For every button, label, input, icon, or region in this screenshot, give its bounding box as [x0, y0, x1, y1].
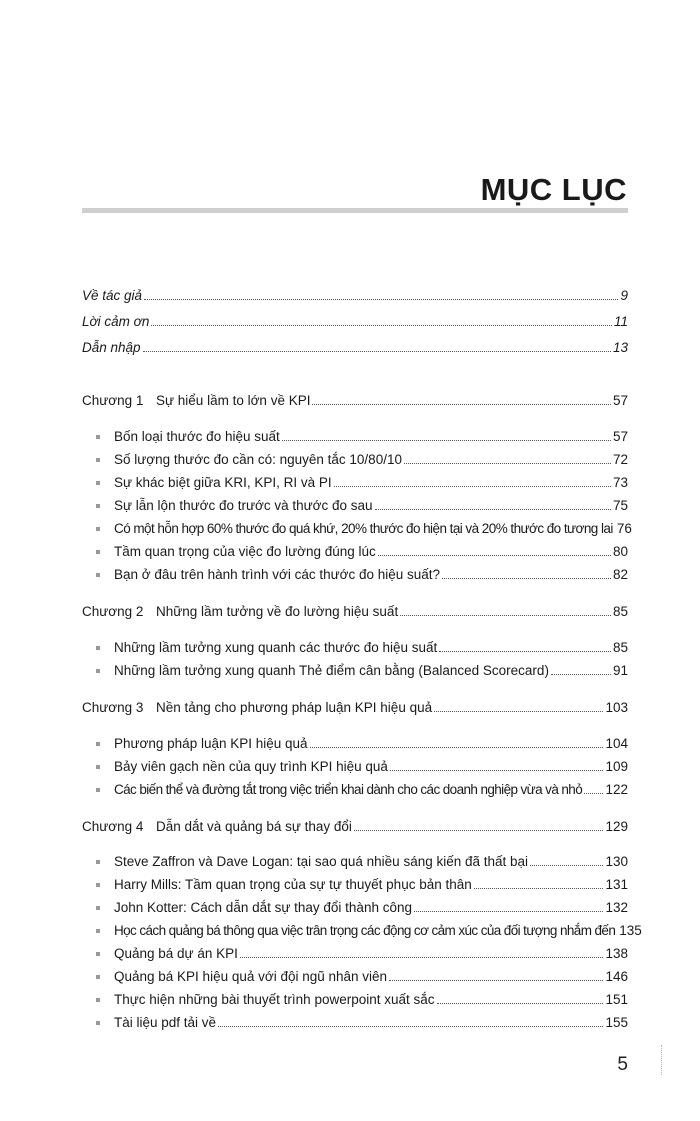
bullet-icon — [96, 640, 114, 656]
item-label: Quảng bá dự án KPI — [114, 946, 238, 961]
item-label: Phương pháp luận KPI hiệu quả — [114, 736, 308, 751]
page-edge — [661, 1045, 700, 1075]
toc-item[interactable] — [96, 757, 628, 775]
dot-leader — [143, 351, 611, 352]
item-label: Tài liệu pdf tải về — [114, 1015, 217, 1030]
chapter-title: Sự hiểu lầm to lớn về KPI — [156, 393, 311, 408]
chapter-title: Dẫn dắt và quảng bá sự thay đổi — [156, 819, 352, 834]
title-rule — [82, 208, 628, 213]
bullet-icon — [96, 1015, 114, 1031]
dot-leader — [389, 980, 603, 981]
dot-leader — [474, 888, 604, 889]
toc-item[interactable] — [96, 898, 628, 916]
dot-leader — [439, 651, 611, 652]
dot-leader — [404, 463, 611, 464]
toc-item[interactable] — [96, 734, 628, 752]
entry-label: Về tác giả — [82, 288, 143, 303]
bullet-icon — [96, 923, 114, 939]
entry-page: 13 — [612, 340, 628, 355]
item-page: 138 — [605, 946, 628, 961]
item-label: Quảng bá KPI hiệu quả với đội ngũ nhân viên — [114, 969, 388, 984]
bullet-icon — [96, 567, 114, 583]
toc-item[interactable] — [96, 473, 628, 491]
item-label: Học cách quảng bá thông qua việc trân trọng các động cơ cảm xúc của đối tượng nhắm đến — [114, 923, 616, 938]
chapter-number: Chương 4 — [82, 819, 144, 834]
toc-item[interactable] — [96, 427, 628, 445]
bullet-icon — [96, 663, 114, 679]
toc-entry-acknowledgements[interactable] — [82, 312, 628, 330]
item-label: Bốn loại thước đo hiệu suất — [114, 429, 280, 444]
toc-item[interactable] — [96, 990, 628, 1008]
bullet-icon — [96, 782, 114, 798]
page-title: MỤC LỤC — [480, 172, 627, 207]
item-page: 130 — [605, 854, 628, 869]
bullet-icon — [96, 854, 114, 870]
toc-item[interactable] — [96, 661, 628, 679]
toc-chapter-3[interactable] — [82, 698, 628, 716]
toc-item[interactable] — [96, 875, 628, 893]
dot-leader — [530, 865, 603, 866]
dot-leader — [551, 674, 611, 675]
bullet-icon — [96, 736, 114, 752]
item-page: 146 — [605, 969, 628, 984]
chapter-title: Những lầm tưởng về đo lường hiệu suất — [156, 604, 399, 619]
item-page: 91 — [612, 663, 628, 678]
item-page: 76 — [616, 521, 632, 536]
bullet-icon — [96, 900, 114, 916]
chapter-page: 85 — [612, 604, 628, 619]
bullet-icon — [96, 759, 114, 775]
toc-item[interactable] — [96, 967, 628, 985]
chapter-page: 57 — [612, 393, 628, 408]
item-label: Sự lẫn lộn thước đo trước và thước đo sau — [114, 498, 373, 513]
item-page: 122 — [605, 782, 628, 797]
item-page: 75 — [612, 498, 628, 513]
item-label: Các biến thể và đường tắt trong việc triển khai dành cho các doanh nghiệp vừa và nhỏ — [114, 782, 583, 797]
dot-leader — [334, 486, 611, 487]
item-label: Có một hỗn hợp 60% thước đo quá khứ, 20% thước đo hiện tại và 20% thước đo tương lai — [114, 521, 613, 536]
toc-item[interactable] — [96, 921, 642, 939]
toc-item[interactable] — [96, 496, 628, 514]
chapter-title: Nền tảng cho phương pháp luận KPI hiệu quả — [156, 700, 433, 715]
toc-item[interactable] — [96, 542, 628, 560]
dot-leader — [400, 615, 611, 616]
dot-leader — [218, 1026, 603, 1027]
entry-label: Dẫn nhập — [82, 340, 141, 355]
item-label: Những lầm tưởng xung quanh Thẻ điểm cân bằng (Balanced Scorecard) — [114, 663, 549, 678]
dot-leader — [144, 299, 618, 300]
item-page: 132 — [605, 900, 628, 915]
entry-page: 9 — [620, 288, 628, 303]
item-page: 85 — [612, 640, 628, 655]
toc-item[interactable] — [96, 1013, 628, 1031]
toc-item[interactable] — [96, 852, 628, 870]
bullet-icon — [96, 498, 114, 514]
page-number: 5 — [617, 1054, 628, 1075]
toc-item[interactable] — [96, 780, 628, 798]
item-label: Steve Zaffron và Dave Logan: tại sao quá nhiều sáng kiến đã thất bại — [114, 854, 529, 869]
dot-leader — [437, 1003, 604, 1004]
toc-item[interactable] — [96, 450, 628, 468]
bullet-icon — [96, 521, 114, 537]
item-page: 80 — [612, 544, 628, 559]
bullet-icon — [96, 452, 114, 468]
dot-leader — [310, 747, 604, 748]
dot-leader — [378, 555, 611, 556]
dot-leader — [414, 911, 603, 912]
toc-item[interactable] — [96, 565, 628, 583]
item-label: Sự khác biệt giữa KRI, KPI, RI và PI — [114, 475, 332, 490]
bullet-icon — [96, 992, 114, 1008]
item-page: 155 — [605, 1015, 628, 1030]
item-page: 57 — [612, 429, 628, 444]
item-page: 135 — [619, 923, 642, 938]
dot-leader — [434, 711, 603, 712]
toc-entry-introduction[interactable] — [82, 338, 628, 356]
toc-chapter-2[interactable] — [82, 602, 628, 620]
bullet-icon — [96, 877, 114, 893]
item-label: Bạn ở đâu trên hành trình với các thước đo hiệu suất? — [114, 567, 441, 582]
toc-entry-about-author[interactable] — [82, 286, 628, 304]
bullet-icon — [96, 946, 114, 962]
dot-leader — [151, 325, 612, 326]
toc-item[interactable] — [96, 944, 628, 962]
item-page: 151 — [605, 992, 628, 1007]
item-label: Thực hiện những bài thuyết trình powerpoint xuất sắc — [114, 992, 435, 1007]
item-page: 131 — [605, 877, 628, 892]
dot-leader — [390, 770, 604, 771]
dot-leader — [442, 578, 611, 579]
item-label: Harry Mills: Tầm quan trọng của sự tự thuyết phục bản thân — [114, 877, 472, 892]
item-page: 109 — [605, 759, 628, 774]
dot-leader — [354, 830, 604, 831]
chapter-number: Chương 1 — [82, 393, 144, 408]
bullet-icon — [96, 475, 114, 491]
dot-leader — [282, 440, 611, 441]
item-label: Những lầm tưởng xung quanh các thước đo hiệu suất — [114, 640, 438, 655]
entry-page: 11 — [613, 314, 628, 329]
toc-item[interactable] — [96, 519, 632, 537]
chapter-number: Chương 2 — [82, 604, 144, 619]
item-page: 104 — [605, 736, 628, 751]
item-label: Tầm quan trọng của việc đo lường đúng lúc — [114, 544, 376, 559]
dot-leader — [240, 957, 604, 958]
chapter-page: 129 — [605, 819, 628, 834]
dot-leader — [312, 404, 611, 405]
dot-leader — [375, 509, 611, 510]
entry-label: Lời cảm ơn — [82, 314, 150, 329]
item-label: John Kotter: Cách dẫn dắt sự thay đổi thành công — [114, 900, 412, 915]
toc-item[interactable] — [96, 638, 628, 656]
chapter-number: Chương 3 — [82, 700, 144, 715]
item-label: Bảy viên gạch nền của quy trình KPI hiệu quả — [114, 759, 388, 774]
dot-leader — [584, 793, 603, 794]
toc-chapter-1[interactable] — [82, 391, 628, 409]
bullet-icon — [96, 544, 114, 560]
item-page: 73 — [612, 475, 628, 490]
item-page: 72 — [612, 452, 628, 467]
toc-chapter-4[interactable] — [82, 817, 628, 835]
bullet-icon — [96, 429, 114, 445]
item-label: Số lượng thước đo cần có: nguyên tắc 10/80/10 — [114, 452, 402, 467]
bullet-icon — [96, 969, 114, 985]
chapter-page: 103 — [605, 700, 628, 715]
item-page: 82 — [612, 567, 628, 582]
